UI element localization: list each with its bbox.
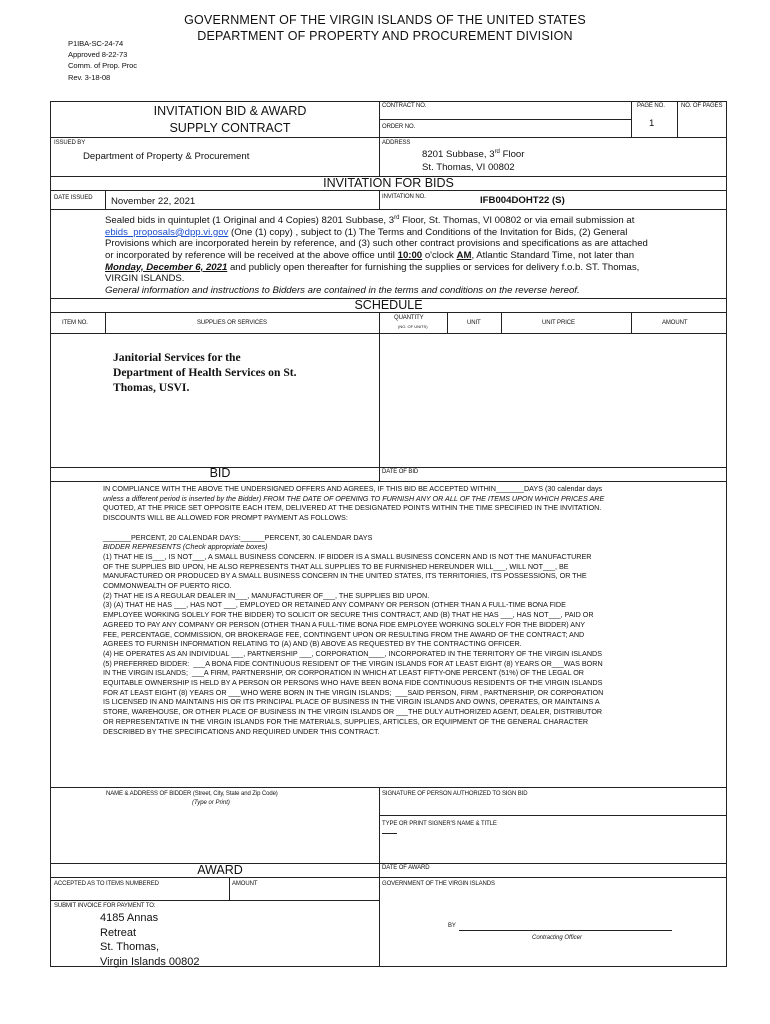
form-number: P1IBA-SC-24-74 xyxy=(68,39,124,48)
bid-terms-line: IN THE VIRGIN ISLANDS; ___A FIRM, PARTNERSHIP, OR CORPORATION IN WHICH AT LEAST FIFTY-ONE PERCENT (51%) OF THE LEGAL OR xyxy=(103,668,584,678)
bid-terms-line: COMMONWEALTH OF PUERTO RICO. xyxy=(103,581,232,591)
bid-terms-line: IN COMPLIANCE WITH THE ABOVE THE UNDERSIGNED OFFERS AND AGREES, IF THIS BID BE ACCEPTED WITHIN_______DAYS (30 calendar days xyxy=(103,484,603,493)
invitation-heading: INVITATION FOR BIDS xyxy=(323,176,454,190)
inv-time: 10:00 xyxy=(397,249,423,261)
bid-terms-line: unless a different period is inserted by the Bidder) FROM THE DATE OF OPENING TO FURNISH ANY OR ALL OF THE ITEMS UPON WHICH PRICES ARE xyxy=(103,493,605,503)
form-approved: Approved 8-22-73 xyxy=(68,50,128,60)
header-department: DEPARTMENT OF PROPERTY AND PROCUREMENT DIVISION xyxy=(197,29,573,43)
bid-terms-line: STORE, WAREHOUSE, OR OTHER PLACE OF BUSINESS IN THE VIRGIN ISLANDS OR ___THE DULY AUTHORIZED AGENT, DEALER, DISTRIBUTOR xyxy=(103,707,603,717)
submission-email-link[interactable]: ebids_proposals@dpp.vi.gov xyxy=(105,226,229,238)
signer-name-field[interactable] xyxy=(382,830,722,860)
page-header xyxy=(120,13,650,43)
bid-terms-line: (4) HE OPERATES AS AN INDIVIDUAL ___, PARTNERSHIP ___, CORPORATION____, INCORPORATED IN THE TERRITORY OF THE VIRGIN ISLANDS xyxy=(103,648,602,658)
date-issued-value: November 22, 2021 xyxy=(111,196,196,207)
col-supplies: SUPPLIES OR SERVICES xyxy=(197,320,267,326)
bid-terms-line xyxy=(103,523,728,533)
inv-deadline-date: Monday, December 6, 2021 xyxy=(105,261,228,273)
order-no-label: ORDER NO. xyxy=(382,124,416,130)
col-unit-price: UNIT PRICE xyxy=(542,320,575,326)
address-label: ADDRESS xyxy=(382,140,411,146)
bid-terms-line: AGREED TO PAY ANY COMPANY OR PERSON (OTHER THAN A FULL-TIME BONA FIDE EMPLOYEE WORKING SOLELY FOR THE BIDDER) ANY xyxy=(103,619,586,629)
bid-terms-line: FEE, PERCENTAGE, COMMISSION, OR BROKERAGE FEE, CONTINGENT UPON OR RESULTING FROM THE AWARD OF THE CONTRACT; AND xyxy=(103,629,585,639)
title-line2: SUPPLY CONTRACT xyxy=(169,121,291,135)
bid-terms-line: (3) (A) THAT HE HAS ___, HAS NOT ___, EMPLOYED OR RETAINED ANY COMPANY OR PERSON (OTHER THAN A FULL-TIME BONA FIDE xyxy=(103,600,566,610)
bid-terms-line: DISCOUNTS WILL BE ALLOWED FOR PROMPT PAYMENT AS FOLLOWS: xyxy=(103,513,348,523)
bid-terms-line: FOR AT LEAST EIGHT (8) YEARS OR ___WHO WERE BORN IN THE VIRGIN ISLANDS; ___SAID PERSON, FIRM , PARTNERSHIP, OR CORPORATION xyxy=(103,687,604,697)
item-desc-line1: Janitorial Services for the xyxy=(113,351,241,364)
by-label: BY xyxy=(448,923,456,929)
government-label: GOVERNMENT OF THE VIRGIN ISLANDS xyxy=(382,881,495,887)
bidder-name-address-label: NAME & ADDRESS OF BIDDER (Street, City, State and Zip Code) xyxy=(106,791,278,797)
bid-terms-line: (1) THAT HE IS___, IS NOT___, A SMALL BUSINESS CONCERN. IF BIDDER IS A SMALL BUSINESS CONCERN AND IS NOT THE MANUFACTURER xyxy=(103,551,592,561)
type-or-print-label: (Type or Print) xyxy=(192,800,230,806)
schedule-heading: SCHEDULE xyxy=(354,298,423,312)
submit-invoice-label: SUBMIT INVOICE FOR PAYMENT TO: xyxy=(54,903,156,909)
bid-terms-line: MANUFACTURED OR PRODUCED BY A SMALL BUSINESS CONCERN IN THE UNITED STATES, ITS TERRITORIES, ITS POSSESSIONS, OR THE xyxy=(103,571,587,581)
col-quantity-sub: (NO. OF UNITS) xyxy=(398,324,428,329)
signature-label: SIGNATURE OF PERSON AUTHORIZED TO SIGN BID xyxy=(382,791,528,797)
bid-terms-line: EQUITABLE OWNERSHIP IS HELD BY A PERSON OR PERSONS WHO HAVE BEEN BONA FIDE CONTINUOUS RESIDENTS OF THE VIRGIN ISLANDS xyxy=(103,678,603,688)
no-of-pages-label: NO. OF PAGES xyxy=(681,103,723,109)
order-no-field[interactable] xyxy=(410,122,627,134)
bid-terms-line: (2) THAT HE IS A REGULAR DEALER IN___, MANUFACTURER OF___, THE SUPPLIES BID UPON. xyxy=(103,590,430,600)
invitation-no-value: IFB004DOHT22 (S) xyxy=(480,195,565,206)
bid-terms-line: AGREES TO FURNISH INFORMATION RELATING TO (A) AND (B) ABOVE AS REQUESTED BY THE CONTRACTING OFFICER. xyxy=(103,639,522,649)
form-rev: Rev. 3-18-08 xyxy=(68,72,111,82)
inv-line3: Provisions which are incorporated herein by reference, and (3) such other contract provisions and specifications as are attached xyxy=(105,238,648,250)
contract-no-field[interactable] xyxy=(382,110,627,119)
contracting-officer-label: Contracting Officer xyxy=(532,935,583,941)
bid-terms-line: BIDDER REPRESENTS (Check appropriate boxes) xyxy=(103,542,268,552)
bid-terms-line: QUOTED, AT THE PRICE SET OPPOSITE EACH ITEM, DELIVERED AT THE DESIGNATED POINTS WITHIN THE TIME SPECIFIED IN THE INVITATION. xyxy=(103,503,602,513)
invoice-line4: Virgin Islands 00802 xyxy=(100,955,200,968)
title-box xyxy=(110,103,350,137)
address-line1-sup: rd xyxy=(494,149,500,155)
invoice-line1: 4185 Annas xyxy=(100,912,159,924)
award-amount-label: AMOUNT xyxy=(232,881,258,887)
inv-line6: VIRGIN ISLANDS. xyxy=(105,273,185,285)
address-line1-pre: 8201 Subbase, 3 xyxy=(422,149,495,161)
accepted-items-label: ACCEPTED AS TO ITEMS NUMBERED xyxy=(54,881,159,887)
page-no-value: 1 xyxy=(649,118,655,129)
contracting-officer-signature-line[interactable] xyxy=(459,930,672,931)
inv-line1-a: Sealed bids in quintuplet (1 Original and 4 Copies) 8201 Subbase, 3 xyxy=(105,215,395,227)
inv-line1-sup: rd xyxy=(394,215,400,221)
date-of-bid-label: DATE OF BID xyxy=(382,469,419,475)
bid-terms-line: (5) PREFERRED BIDDER: ___A BONA FIDE CONTINUOUS RESIDENT OF THE VIRGIN ISLANDS FOR AT LEAST EIGHT (8) YEARS OR___WAS BORN xyxy=(103,658,603,668)
signature-field[interactable] xyxy=(382,799,722,813)
invoice-address xyxy=(100,911,199,969)
form-comm: Comm. of Prop. Proc xyxy=(68,61,137,71)
col-item-no: ITEM NO. xyxy=(62,320,88,326)
bid-terms-line: OF THE SUPPLIES BID UPON, HE ALSO REPRESENTS THAT ALL SUPPLIES TO BE FURNISHED HEREUNDER WILL___, WILL NOT___, BE xyxy=(103,561,569,571)
item-desc-line2: Department of Health Services on St. xyxy=(113,366,297,379)
inv-line2-b: (One (1) copy) , subject to (1) The Terms and Conditions of the Invitation for Bids, (2) General xyxy=(228,226,628,238)
header-government: GOVERNMENT OF THE VIRGIN ISLANDS OF THE UNITED STATES xyxy=(184,13,586,27)
inv-line7: General information and instructions to Bidders are contained in the terms and conditions on the reverse hereof. xyxy=(105,284,580,296)
item-description xyxy=(113,350,297,395)
bidder-name-address-field[interactable] xyxy=(55,812,373,860)
bid-terms-text xyxy=(103,484,728,736)
date-of-award-label: DATE OF AWARD xyxy=(382,865,430,871)
inv-am: AM xyxy=(456,249,472,261)
address-value xyxy=(422,146,524,174)
address-line2: St. Thomas, VI 00802 xyxy=(422,162,515,174)
bid-terms-line: DESCRIBED BY THE SPECIFICATIONS AND REQUIRED UNDER THIS CONTRACT. xyxy=(103,726,380,736)
invitation-text xyxy=(105,213,725,296)
date-of-bid-field[interactable] xyxy=(430,468,720,480)
bid-terms-line: _______PERCENT, 20 CALENDAR DAYS:______PERCENT, 30 CALENDAR DAYS xyxy=(103,532,373,542)
inv-line4-c: , Atlantic Standard Time, not later than xyxy=(471,249,635,261)
issued-by-value: Department of Property & Procurement xyxy=(83,151,250,162)
contract-no-label: CONTRACT NO. xyxy=(382,103,427,109)
item-desc-line3: Thomas, USVI. xyxy=(113,381,190,394)
inv-line5-b: and publicly open thereafter for furnishing the supplies or services for delivery f.o.b. ST. Thomas, xyxy=(227,261,640,273)
page-no-label: PAGE NO. xyxy=(637,103,665,109)
col-unit: UNIT xyxy=(467,320,481,326)
award-heading: AWARD xyxy=(197,863,243,877)
title-line1: INVITATION BID & AWARD xyxy=(153,104,307,118)
col-amount: AMOUNT xyxy=(662,320,688,326)
inv-line4-b: o'clock xyxy=(422,249,457,261)
signer-name-label: TYPE OR PRINT SIGNER'S NAME & TITLE xyxy=(382,821,497,827)
bid-heading: BID xyxy=(209,466,231,480)
bid-terms-line: OR REPRESENTATIVE IN THE VIRGIN ISLANDS FOR THE MATERIALS, SUPPLIES, ARTICLES, OR EQUIPMENT OF THE GENERAL CHARACTER xyxy=(103,716,589,726)
invitation-no-label: INVITATION NO. xyxy=(382,194,426,200)
col-quantity: QUANTITY xyxy=(394,315,424,321)
bid-terms-line: EMPLOYEE WORKING SOLELY FOR THE BIDDER) TO SOLICIT OR SECURE THIS CONTRACT, AND (B) THAT HE HAS ___, HAS NOT___, PAID OR xyxy=(103,610,594,620)
inv-line1-b: Floor, St. Thomas, VI 00802 or via email submission at xyxy=(399,215,635,227)
address-line1-post: Floor xyxy=(499,149,525,161)
invoice-line2: Retreat xyxy=(100,926,137,939)
form-meta xyxy=(68,38,137,83)
date-issued-label: DATE ISSUED xyxy=(54,195,93,201)
issued-by-label: ISSUED BY xyxy=(54,140,86,146)
inv-line4-a: or incorporated by reference will be received at the above office until xyxy=(105,249,398,261)
bid-terms-line: IS LICENSED IN AND MAINTAINS HIS OR ITS PRINCIPAL PLACE OF BUSINESS IN THE VIRGIN ISLANDS AND OWNS, OPERATES, OR MAINTAINS A xyxy=(103,697,600,707)
invoice-line3: St. Thomas, xyxy=(100,941,160,953)
